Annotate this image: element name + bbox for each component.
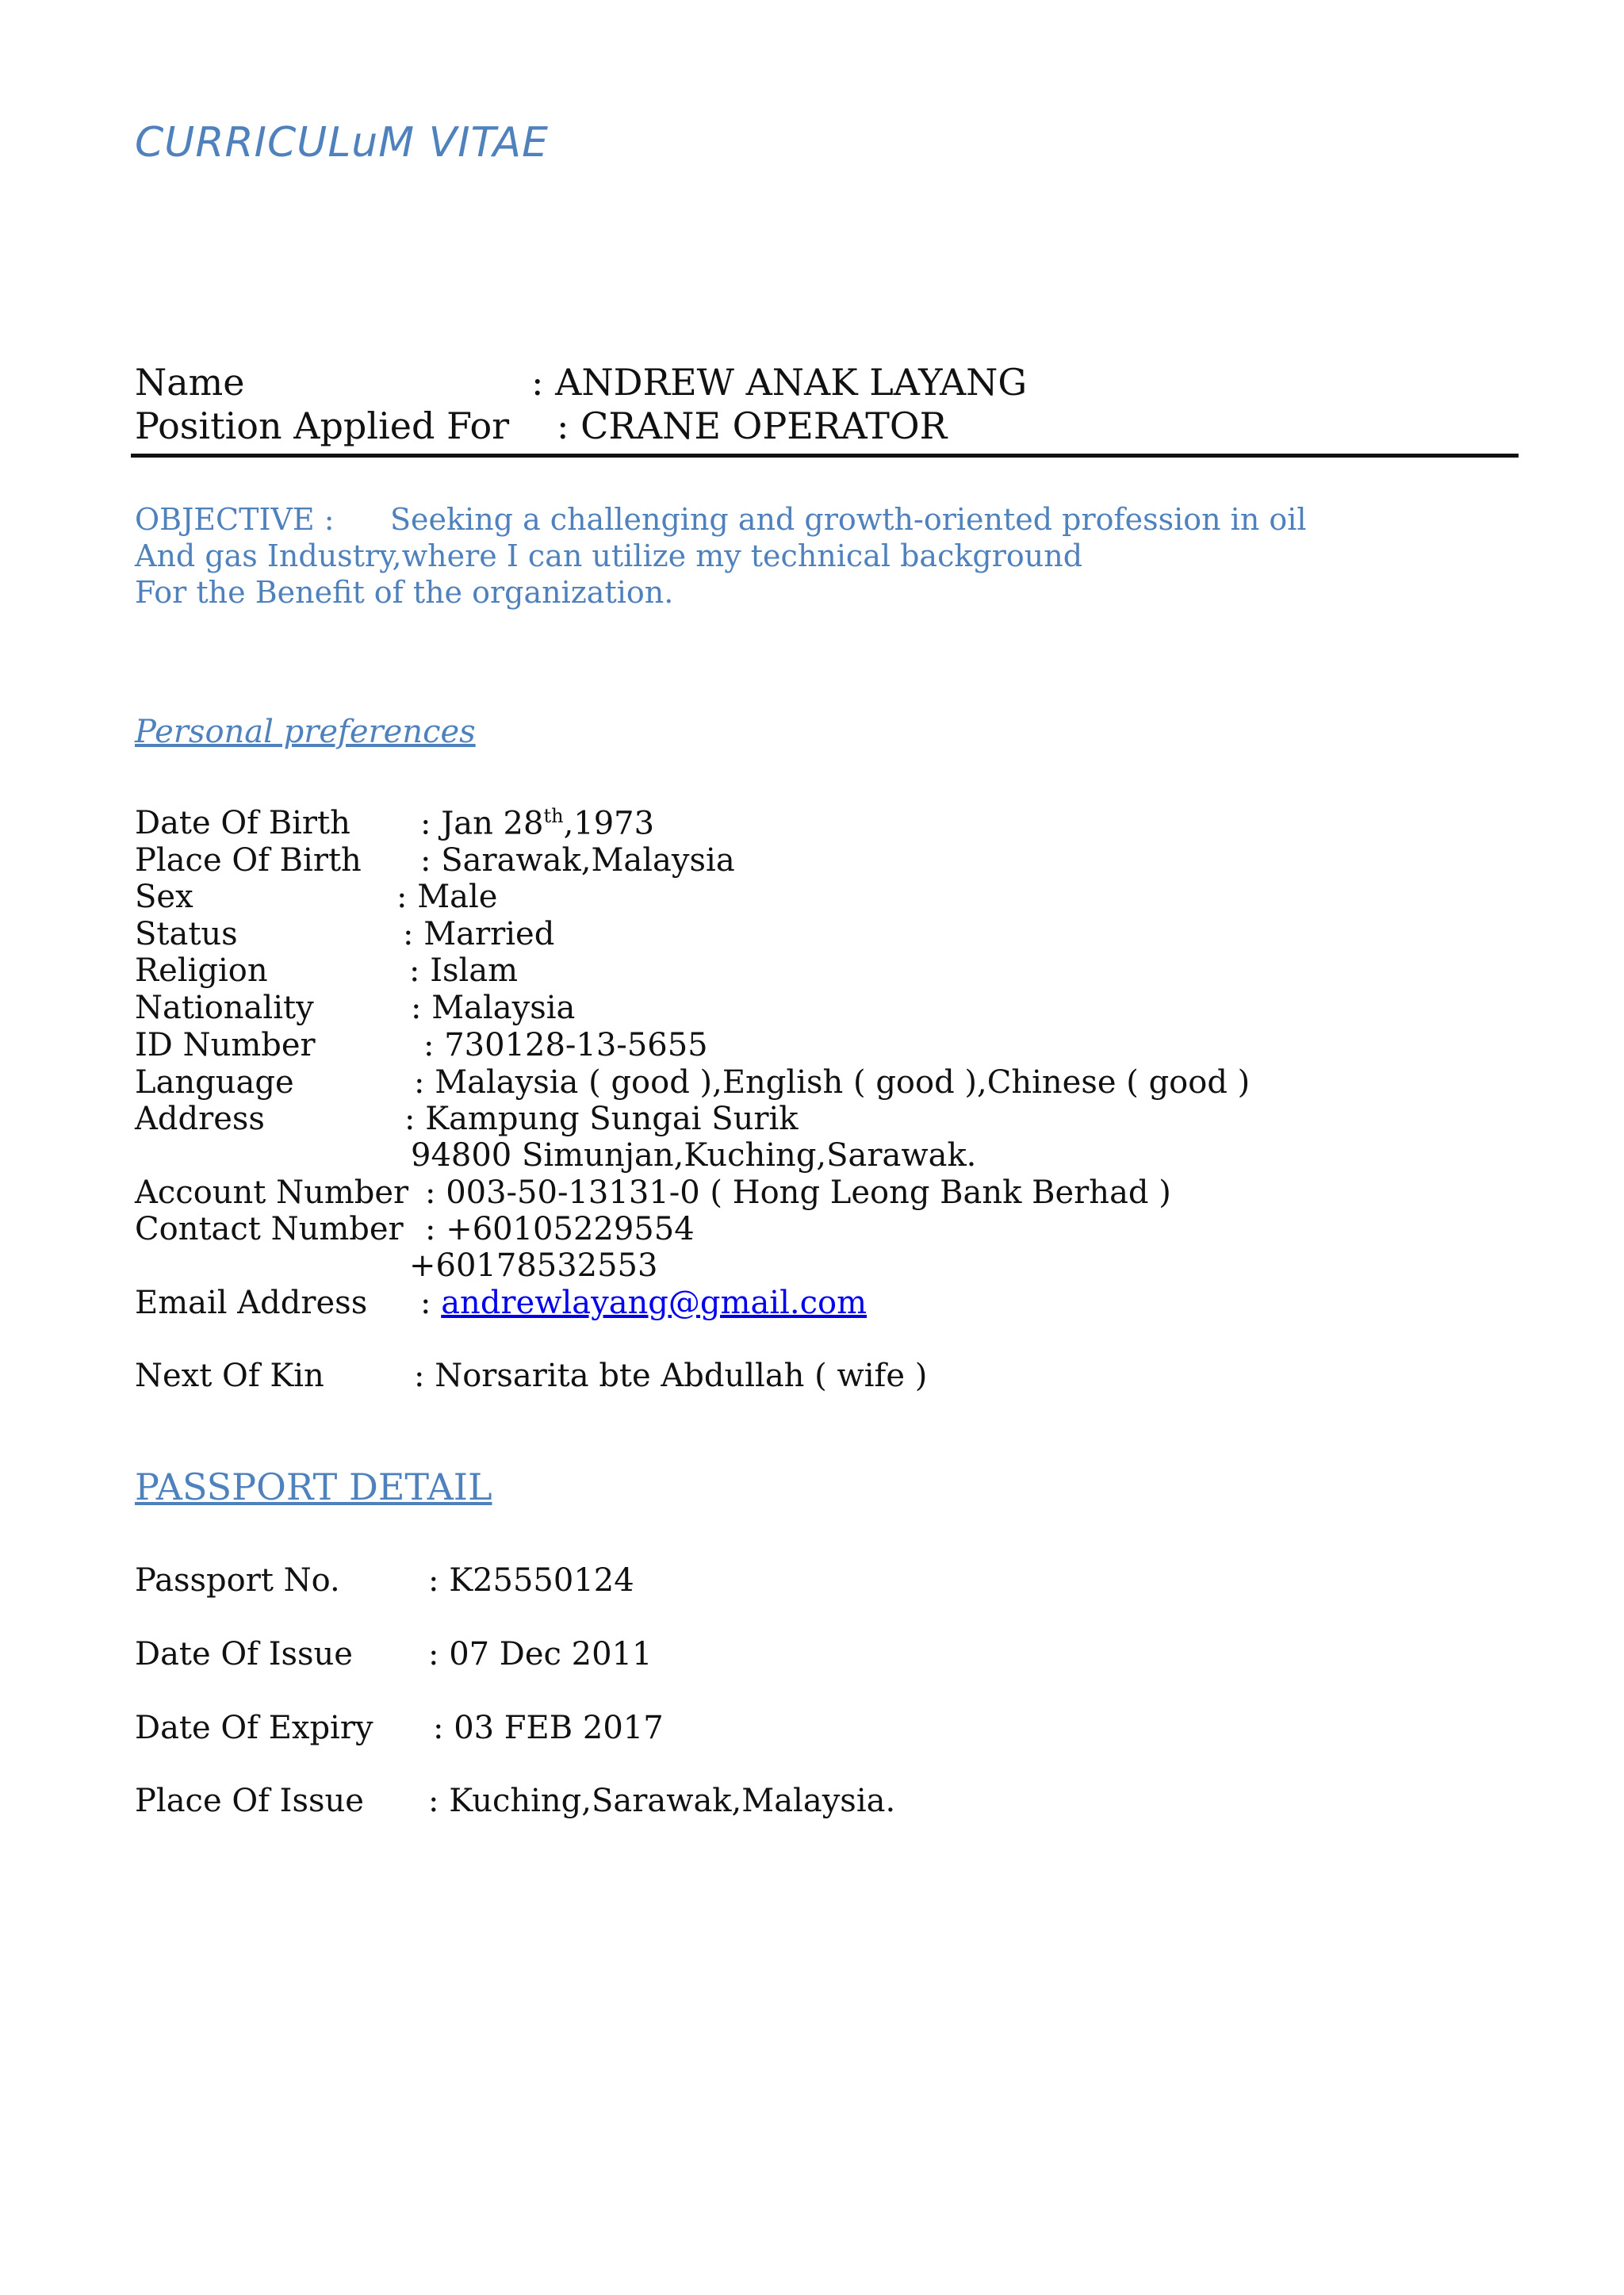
position-value: : CRANE OPERATOR: [557, 404, 948, 447]
address-label: Address: [135, 1101, 265, 1137]
account-number-value: : 003-50-13131-0 ( Hong Leong Bank Berhad ): [425, 1174, 1171, 1211]
account-number-label: Account Number: [135, 1174, 409, 1211]
email-link[interactable]: andrewlayang@gmail.com: [441, 1285, 867, 1321]
address-line-1: : Kampung Sungai Surik: [404, 1101, 799, 1137]
status-label: Status: [135, 916, 238, 952]
contact-number-line-2: +60178532553: [409, 1247, 658, 1284]
name-value: : ANDREW ANAK LAYANG: [531, 361, 1028, 404]
objective-label: OBJECTIVE :: [135, 502, 335, 537]
document-title: CURRICULuM VITAE: [135, 119, 549, 167]
position-label: Position Applied For: [135, 404, 510, 447]
name-label: Name: [135, 361, 245, 404]
objective-line-2: And gas Industry,where I can utilize my technical background: [135, 538, 1083, 573]
objective-line-3: For the Benefit of the organization.: [135, 575, 674, 610]
sex-value: : Male: [396, 879, 498, 915]
pob-value: : Sarawak,Malaysia: [420, 842, 735, 879]
email-address-label: Email Address: [135, 1285, 368, 1321]
objective-line-1: Seeking a challenging and growth-oriented profession in oil: [390, 502, 1307, 537]
passport-no-value: : K25550124: [428, 1562, 634, 1599]
dob-value: : Jan 28th,1973: [420, 805, 655, 842]
pob-label: Place Of Birth: [135, 842, 362, 879]
dob-label: Date Of Birth: [135, 805, 350, 841]
date-of-expiry-value: : 03 FEB 2017: [433, 1710, 664, 1746]
header-divider: [131, 454, 1519, 458]
id-number-label: ID Number: [135, 1027, 316, 1063]
date-of-issue-value: : 07 Dec 2011: [428, 1636, 653, 1672]
language-value: : Malaysia ( good ),English ( good ),Chinese ( good ): [414, 1064, 1251, 1101]
religion-label: Religion: [135, 952, 268, 989]
contact-number-label: Contact Number: [135, 1211, 404, 1247]
place-of-issue-label: Place Of Issue: [135, 1783, 364, 1819]
passport-heading: PASSPORT DETAIL: [135, 1466, 492, 1508]
id-number-value: : 730128-13-5655: [423, 1027, 708, 1063]
sex-label: Sex: [135, 879, 193, 915]
contact-number-line-1: : +60105229554: [425, 1211, 695, 1247]
date-of-issue-label: Date Of Issue: [135, 1636, 353, 1672]
personal-heading: Personal preferences: [135, 714, 476, 750]
status-value: : Married: [403, 916, 555, 952]
next-of-kin-value: : Norsarita bte Abdullah ( wife ): [414, 1358, 928, 1394]
passport-no-label: Passport No.: [135, 1562, 340, 1599]
language-label: Language: [135, 1064, 294, 1101]
religion-value: : Islam: [409, 952, 519, 989]
date-of-expiry-label: Date Of Expiry: [135, 1710, 373, 1746]
place-of-issue-value: : Kuching,Sarawak,Malaysia.: [428, 1783, 896, 1819]
address-line-2: 94800 Simunjan,Kuching,Sarawak.: [411, 1137, 977, 1174]
next-of-kin-label: Next Of Kin: [135, 1358, 324, 1394]
nationality-value: : Malaysia: [411, 990, 576, 1026]
nationality-label: Nationality: [135, 990, 314, 1026]
email-address-value: : andrewlayang@gmail.com: [420, 1285, 867, 1321]
